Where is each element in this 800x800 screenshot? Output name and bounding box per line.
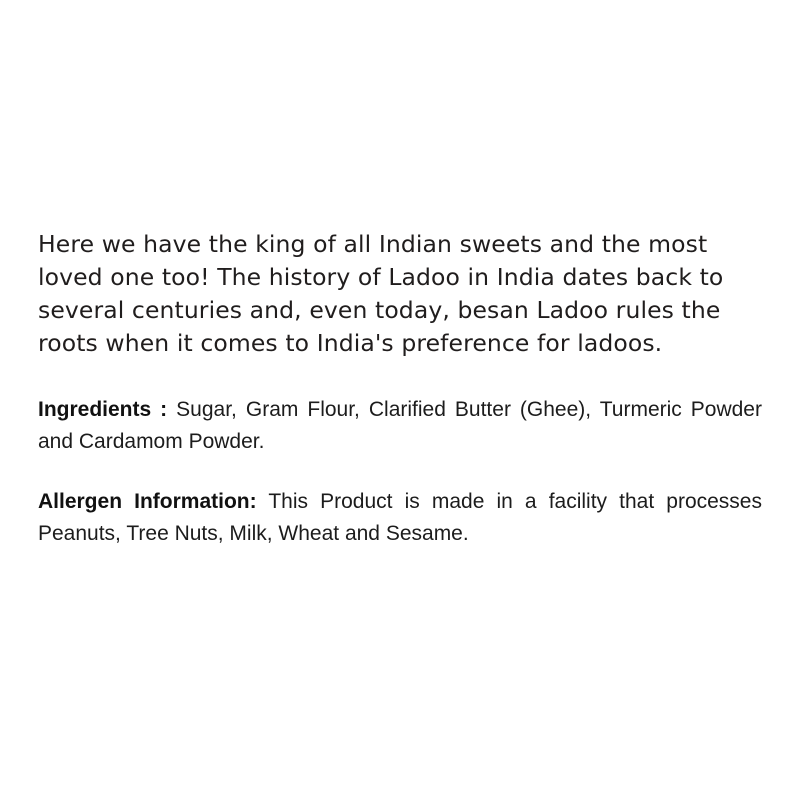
intro-paragraph: Here we have the king of all Indian sweets and the most loved one too! The history of Ladoo in India dates back to several centuries and, even today, besan Ladoo rules the roots when it comes to India's preference for ladoos. xyxy=(38,230,724,357)
allergen-label: Allergen Information: xyxy=(38,490,257,513)
ingredients-section xyxy=(38,394,762,458)
description-content xyxy=(38,228,762,550)
ingredients-text: Sugar, Gram Flour, Clarified Butter (Ghee), Turmeric Powder and Cardamom Powder. xyxy=(38,398,762,453)
allergen-text: This Product is made in a facility that processes Peanuts, Tree Nuts, Milk, Wheat and Sesame. xyxy=(38,490,762,545)
allergen-section xyxy=(38,486,762,550)
ingredients-label: Ingredients : xyxy=(38,398,168,421)
